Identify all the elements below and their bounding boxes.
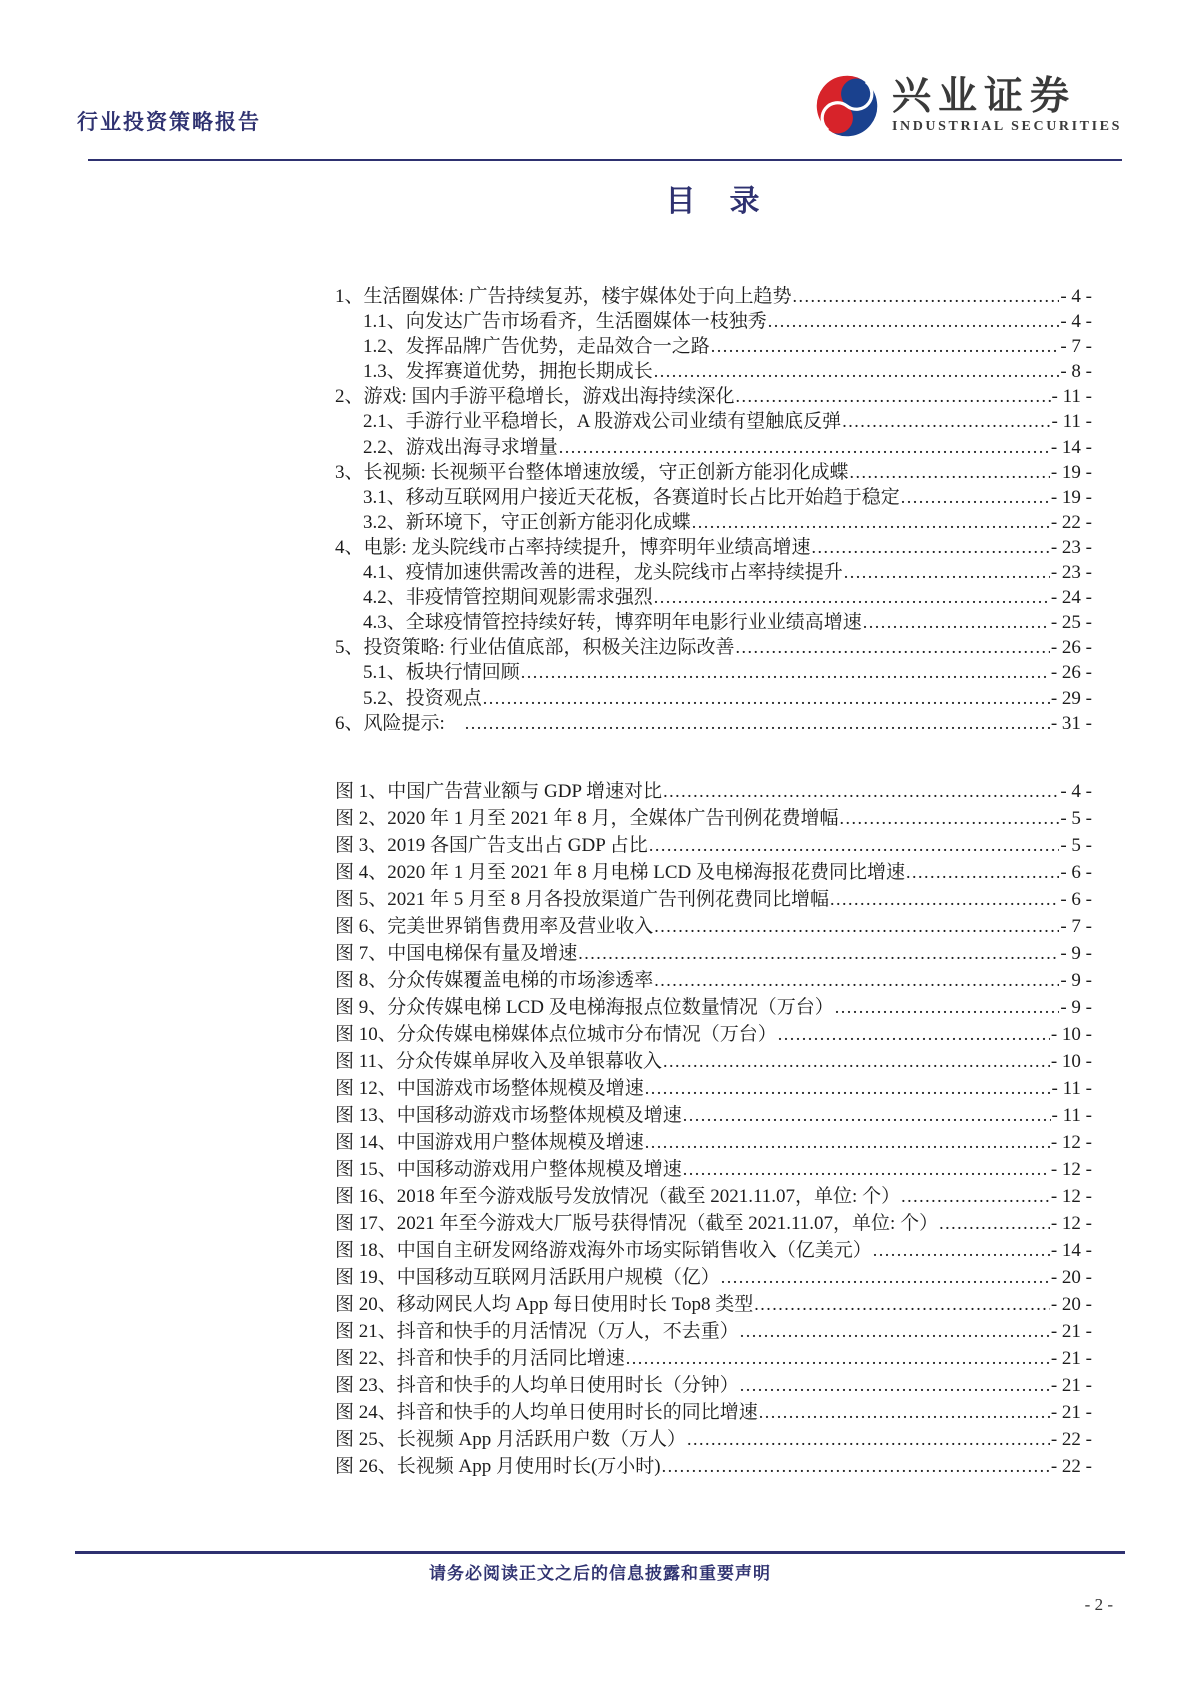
- figure-entry[interactable]: [335, 1100, 1092, 1127]
- toc-leader-dots: [654, 587, 1050, 609]
- toc-entry-label: 6、风险提示:: [335, 712, 464, 734]
- figure-entry-page: - 9 -: [1060, 969, 1092, 991]
- figure-entry[interactable]: [335, 1235, 1092, 1262]
- figure-leader-dots: [649, 835, 1060, 857]
- figure-entry-label: 图 15、中国移动游戏用户整体规模及增速: [335, 1158, 682, 1180]
- figure-entry-label: 图 16、2018 年至今游戏版号发放情况（截至 2021.11.07，单位: 个）: [335, 1185, 901, 1207]
- page-header: [75, 0, 1122, 160]
- figure-leader-dots: [654, 916, 1059, 938]
- toc-entry[interactable]: [335, 457, 1092, 482]
- footer-disclaimer: 请务必阅读正文之后的信息披露和重要声明: [429, 1564, 771, 1583]
- toc-leader-dots: [793, 286, 1060, 308]
- toc-entry-page: - 26 -: [1050, 637, 1092, 659]
- toc-entry[interactable]: [335, 482, 1092, 507]
- figure-entry-page: - 11 -: [1051, 1077, 1092, 1099]
- figure-entry-label: 图 17、2021 年至今游戏大厂版号获得情况（截至 2021.11.07，单位: 个）: [335, 1212, 939, 1234]
- figure-entry-label: 图 11、分众传媒单屏收入及单银幕收入: [335, 1050, 663, 1072]
- figure-entry-page: - 21 -: [1050, 1401, 1092, 1423]
- figure-entry-page: - 21 -: [1050, 1347, 1092, 1369]
- figure-entry[interactable]: [335, 1019, 1092, 1046]
- footer-divider: [75, 1551, 1125, 1554]
- figure-entry[interactable]: [335, 1397, 1092, 1424]
- figure-leader-dots: [626, 1348, 1050, 1370]
- toc-entry[interactable]: [335, 708, 1092, 733]
- figure-entry[interactable]: [335, 992, 1092, 1019]
- figure-entry-label: 图 24、抖音和快手的人均单日使用时长的同比增速: [335, 1401, 758, 1423]
- toc-leader-dots: [711, 336, 1060, 358]
- figure-leader-dots: [740, 1321, 1050, 1343]
- figure-entry[interactable]: [335, 911, 1092, 938]
- toc-entry-label: 1.3、发挥赛道优势，拥抱长期成长: [363, 361, 653, 383]
- toc-leader-dots: [768, 311, 1060, 333]
- toc-leader-dots: [559, 437, 1050, 459]
- toc-entry[interactable]: [335, 306, 1092, 331]
- brand-name-cn: 兴业证券: [891, 74, 1076, 118]
- figure-leader-dots: [835, 997, 1060, 1019]
- toc-entry[interactable]: [335, 331, 1092, 356]
- figure-entry-page: - 12 -: [1050, 1158, 1092, 1180]
- toc-leader-dots: [844, 562, 1050, 584]
- toc-entry-page: - 23 -: [1050, 562, 1092, 584]
- toc-entry[interactable]: [335, 557, 1092, 582]
- toc-leader-dots: [465, 713, 1050, 735]
- figure-entry-label: 图 6、完美世界销售费用率及营业收入: [335, 915, 654, 937]
- figure-leader-dots: [754, 1294, 1050, 1316]
- figure-entry[interactable]: [335, 1316, 1092, 1343]
- toc-entry-page: - 23 -: [1050, 536, 1092, 558]
- toc-entry-label: 4.3、全球疫情管控持续好转，博弈明年电影行业业绩高增速: [363, 612, 862, 634]
- toc-leader-dots: [736, 386, 1051, 408]
- figure-entry[interactable]: [335, 938, 1092, 965]
- page-title: 目 录: [665, 185, 762, 218]
- figure-entry-label: 图 7、中国电梯保有量及增速: [335, 942, 578, 964]
- figure-entry[interactable]: [335, 1424, 1092, 1451]
- figure-entry[interactable]: [335, 1451, 1092, 1478]
- figure-leader-dots: [683, 1159, 1050, 1181]
- toc-entry-page: - 26 -: [1050, 662, 1092, 684]
- figure-entry-page: - 12 -: [1050, 1212, 1092, 1234]
- figure-entry-label: 图 3、2019 各国广告支出占 GDP 占比: [335, 834, 648, 856]
- page-footer: [75, 1551, 1125, 1641]
- toc-leader-dots: [901, 487, 1050, 509]
- figure-leader-dots: [840, 808, 1060, 830]
- figure-entry-page: - 14 -: [1050, 1239, 1092, 1261]
- toc-entry-label: 1、生活圈媒体: 广告持续复苏，楼宇媒体处于向上趋势: [335, 286, 792, 307]
- toc-entry-label: 3.2、新环境下，守正创新方能羽化成蝶: [363, 511, 691, 533]
- figure-entry-label: 图 22、抖音和快手的月活同比增速: [335, 1347, 625, 1369]
- toc-entry-label: 3.1、移动互联网用户接近天花板，各赛道时长占比开始趋于稳定: [363, 486, 900, 508]
- figure-entry[interactable]: [335, 1343, 1092, 1370]
- toc-entry[interactable]: [335, 657, 1092, 682]
- figure-entry-page: - 7 -: [1060, 915, 1092, 937]
- toc-entry-page: - 4 -: [1060, 311, 1092, 333]
- figure-entry-page: - 20 -: [1050, 1293, 1092, 1315]
- figure-entry-page: - 12 -: [1050, 1185, 1092, 1207]
- figure-entry[interactable]: [335, 1073, 1092, 1100]
- toc-leader-dots: [521, 662, 1050, 684]
- toc-entry-label: 2.1、手游行业平稳增长，A 股游戏公司业绩有望触底反弹: [363, 411, 842, 433]
- toc-entry-page: - 19 -: [1050, 486, 1092, 508]
- toc-entry-page: - 4 -: [1060, 286, 1092, 307]
- figure-entry-page: - 12 -: [1050, 1131, 1092, 1153]
- figure-leader-dots: [906, 862, 1059, 884]
- figure-entry[interactable]: [335, 1289, 1092, 1316]
- toc-entry[interactable]: [335, 281, 1092, 306]
- toc-entry[interactable]: [335, 406, 1092, 431]
- figure-leader-dots: [778, 1024, 1050, 1046]
- toc-entry-label: 1.1、向发达广告市场看齐，生活圈媒体一枝独秀: [363, 311, 767, 333]
- figure-entry[interactable]: [335, 1127, 1092, 1154]
- figure-list: [335, 776, 1092, 1478]
- toc-entry-page: - 25 -: [1050, 612, 1092, 634]
- figure-entry-label: 图 5、2021 年 5 月至 8 月各投放渠道广告刊例花费同比增幅: [335, 888, 830, 910]
- toc-entry-label: 4.2、非疫情管控期间观影需求强烈: [363, 587, 653, 609]
- figure-entry-label: 图 21、抖音和快手的月活情况（万人，不去重）: [335, 1320, 739, 1342]
- toc-entry-page: - 29 -: [1050, 687, 1092, 709]
- toc-entry[interactable]: [335, 432, 1092, 457]
- toc-entry-label: 1.2、发挥品牌广告优势，走品效合一之路: [363, 336, 710, 358]
- figure-entry[interactable]: [335, 776, 1092, 803]
- figure-entry-label: 图 20、移动网民人均 App 每日使用时长 Top8 类型: [335, 1293, 754, 1315]
- figure-entry[interactable]: [335, 857, 1092, 884]
- footer-page-number: - 2 -: [1084, 1595, 1113, 1614]
- toc-entry[interactable]: [335, 532, 1092, 557]
- figure-entry-label: 图 14、中国游戏用户整体规模及增速: [335, 1131, 644, 1153]
- toc-entry[interactable]: [335, 507, 1092, 532]
- toc-entry-label: 2、游戏: 国内手游平稳增长，游戏出海持续深化: [335, 386, 735, 408]
- toc-entry[interactable]: [335, 582, 1092, 607]
- figure-leader-dots: [939, 1213, 1050, 1235]
- figure-entry-label: 图 9、分众传媒电梯 LCD 及电梯海报点位数量情况（万台）: [335, 996, 834, 1018]
- report-type-label: 行业投资策略报告: [77, 110, 261, 134]
- figure-leader-dots: [663, 781, 1059, 803]
- figure-entry-page: - 21 -: [1050, 1320, 1092, 1342]
- figure-entry-label: 图 26、长视频 App 月使用时长(万小时): [335, 1455, 661, 1477]
- toc-entry-page: - 22 -: [1050, 511, 1092, 533]
- figure-entry-page: - 22 -: [1050, 1455, 1092, 1477]
- toc-leader-dots: [842, 411, 1050, 433]
- figure-leader-dots: [645, 1078, 1051, 1100]
- brand-name-en: INDUSTRIAL SECURITIES: [891, 119, 1122, 135]
- toc-entry-page: - 8 -: [1060, 361, 1092, 383]
- toc-entry-label: 5.2、投资观点: [363, 687, 482, 709]
- toc-leader-dots: [692, 512, 1050, 534]
- toc-entry-page: - 24 -: [1050, 587, 1092, 609]
- toc-entry-page: - 19 -: [1050, 461, 1092, 483]
- figure-entry-label: 图 18、中国自主研发网络游戏海外市场实际销售收入（亿美元）: [335, 1239, 872, 1261]
- figure-leader-dots: [830, 889, 1059, 911]
- figure-entry-page: - 11 -: [1051, 1104, 1092, 1126]
- brand-text: [891, 74, 1122, 136]
- figure-entry-label: 图 13、中国移动游戏市场整体规模及增速: [335, 1104, 682, 1126]
- toc-leader-dots: [863, 612, 1050, 634]
- figure-leader-dots: [654, 970, 1059, 992]
- figure-entry-label: 图 19、中国移动互联网月活跃用户规模（亿）: [335, 1266, 720, 1288]
- toc-entry[interactable]: [335, 632, 1092, 657]
- industrial-securities-logo-icon: [815, 74, 879, 138]
- figure-entry-page: - 6 -: [1060, 888, 1092, 910]
- figure-leader-dots: [662, 1456, 1050, 1478]
- figure-leader-dots: [759, 1402, 1050, 1424]
- toc-entry-label: 2.2、游戏出海寻求增量: [363, 436, 558, 458]
- toc-list: [335, 281, 1092, 733]
- toc-entry-page: - 14 -: [1050, 436, 1092, 458]
- header-divider: [88, 159, 1122, 161]
- figure-leader-dots: [687, 1429, 1050, 1451]
- toc-leader-dots: [483, 688, 1050, 710]
- figure-entry-page: - 10 -: [1050, 1023, 1092, 1045]
- figure-entry-page: - 6 -: [1060, 861, 1092, 883]
- figure-entry-label: 图 12、中国游戏市场整体规模及增速: [335, 1077, 644, 1099]
- figure-entry[interactable]: [335, 1208, 1092, 1235]
- figure-entry-label: 图 8、分众传媒覆盖电梯的市场渗透率: [335, 969, 654, 991]
- toc-entry-label: 5、投资策略: 行业估值底部，积极关注边际改善: [335, 637, 735, 659]
- toc-leader-dots: [850, 462, 1050, 484]
- figure-entry-page: - 9 -: [1060, 996, 1092, 1018]
- toc-content: [335, 281, 1092, 1478]
- toc-entry-page: - 11 -: [1051, 411, 1092, 433]
- figure-leader-dots: [740, 1375, 1050, 1397]
- toc-entry[interactable]: [335, 356, 1092, 381]
- figure-entry-page: - 10 -: [1050, 1050, 1092, 1072]
- figure-entry[interactable]: [335, 1370, 1092, 1397]
- figure-leader-dots: [721, 1267, 1050, 1289]
- figure-entry-label: 图 25、长视频 App 月活跃用户数（万人）: [335, 1428, 686, 1450]
- figure-entry-page: - 9 -: [1060, 942, 1092, 964]
- figure-entry-page: - 21 -: [1050, 1374, 1092, 1396]
- figure-entry-page: - 20 -: [1050, 1266, 1092, 1288]
- figure-entry[interactable]: [335, 830, 1092, 857]
- figure-entry-page: - 4 -: [1060, 780, 1092, 802]
- toc-entry[interactable]: [335, 381, 1092, 406]
- figure-entry[interactable]: [335, 1181, 1092, 1208]
- toc-entry[interactable]: [335, 683, 1092, 708]
- figure-entry[interactable]: [335, 884, 1092, 911]
- toc-leader-dots: [736, 637, 1050, 659]
- toc-entry-label: 4、电影: 龙头院线市占率持续提升，博弈明年业绩高增速: [335, 536, 811, 558]
- figure-leader-dots: [683, 1105, 1051, 1127]
- figure-entry-label: 图 10、分众传媒电梯媒体点位城市分布情况（万台）: [335, 1023, 777, 1045]
- figure-entry-label: 图 1、中国广告营业额与 GDP 增速对比: [335, 780, 663, 802]
- figure-leader-dots: [873, 1240, 1050, 1262]
- toc-entry-label: 5.1、板块行情回顾: [363, 662, 520, 684]
- figure-entry-label: 图 2、2020 年 1 月至 2021 年 8 月，全媒体广告刊例花费增幅: [335, 807, 839, 829]
- toc-entry-page: - 31 -: [1050, 712, 1092, 734]
- toc-entry-page: - 7 -: [1060, 336, 1092, 358]
- toc-entry-label: 4.1、疫情加速供需改善的进程，龙头院线市占率持续提升: [363, 562, 843, 584]
- figure-entry[interactable]: [335, 803, 1092, 830]
- figure-leader-dots: [663, 1051, 1050, 1073]
- figure-entry-label: 图 4、2020 年 1 月至 2021 年 8 月电梯 LCD 及电梯海报花费同比增速: [335, 861, 906, 883]
- figure-leader-dots: [645, 1132, 1050, 1154]
- figure-entry-label: 图 23、抖音和快手的人均单日使用时长（分钟）: [335, 1374, 739, 1396]
- brand-logo-block: [815, 74, 1122, 138]
- figure-entry-page: - 5 -: [1060, 807, 1092, 829]
- figure-entry-page: - 22 -: [1050, 1428, 1092, 1450]
- figure-entry[interactable]: [335, 1262, 1092, 1289]
- toc-leader-dots: [812, 537, 1050, 559]
- figure-entry-page: - 5 -: [1060, 834, 1092, 856]
- figure-leader-dots: [901, 1186, 1050, 1208]
- toc-entry-label: 3、长视频: 长视频平台整体增速放缓，守正创新方能羽化成蝶: [335, 461, 849, 483]
- toc-entry-page: - 11 -: [1051, 386, 1092, 408]
- figure-entry[interactable]: [335, 965, 1092, 992]
- toc-entry[interactable]: [335, 607, 1092, 632]
- toc-leader-dots: [654, 361, 1060, 383]
- figure-entry[interactable]: [335, 1154, 1092, 1181]
- figure-entry[interactable]: [335, 1046, 1092, 1073]
- figure-leader-dots: [578, 943, 1059, 965]
